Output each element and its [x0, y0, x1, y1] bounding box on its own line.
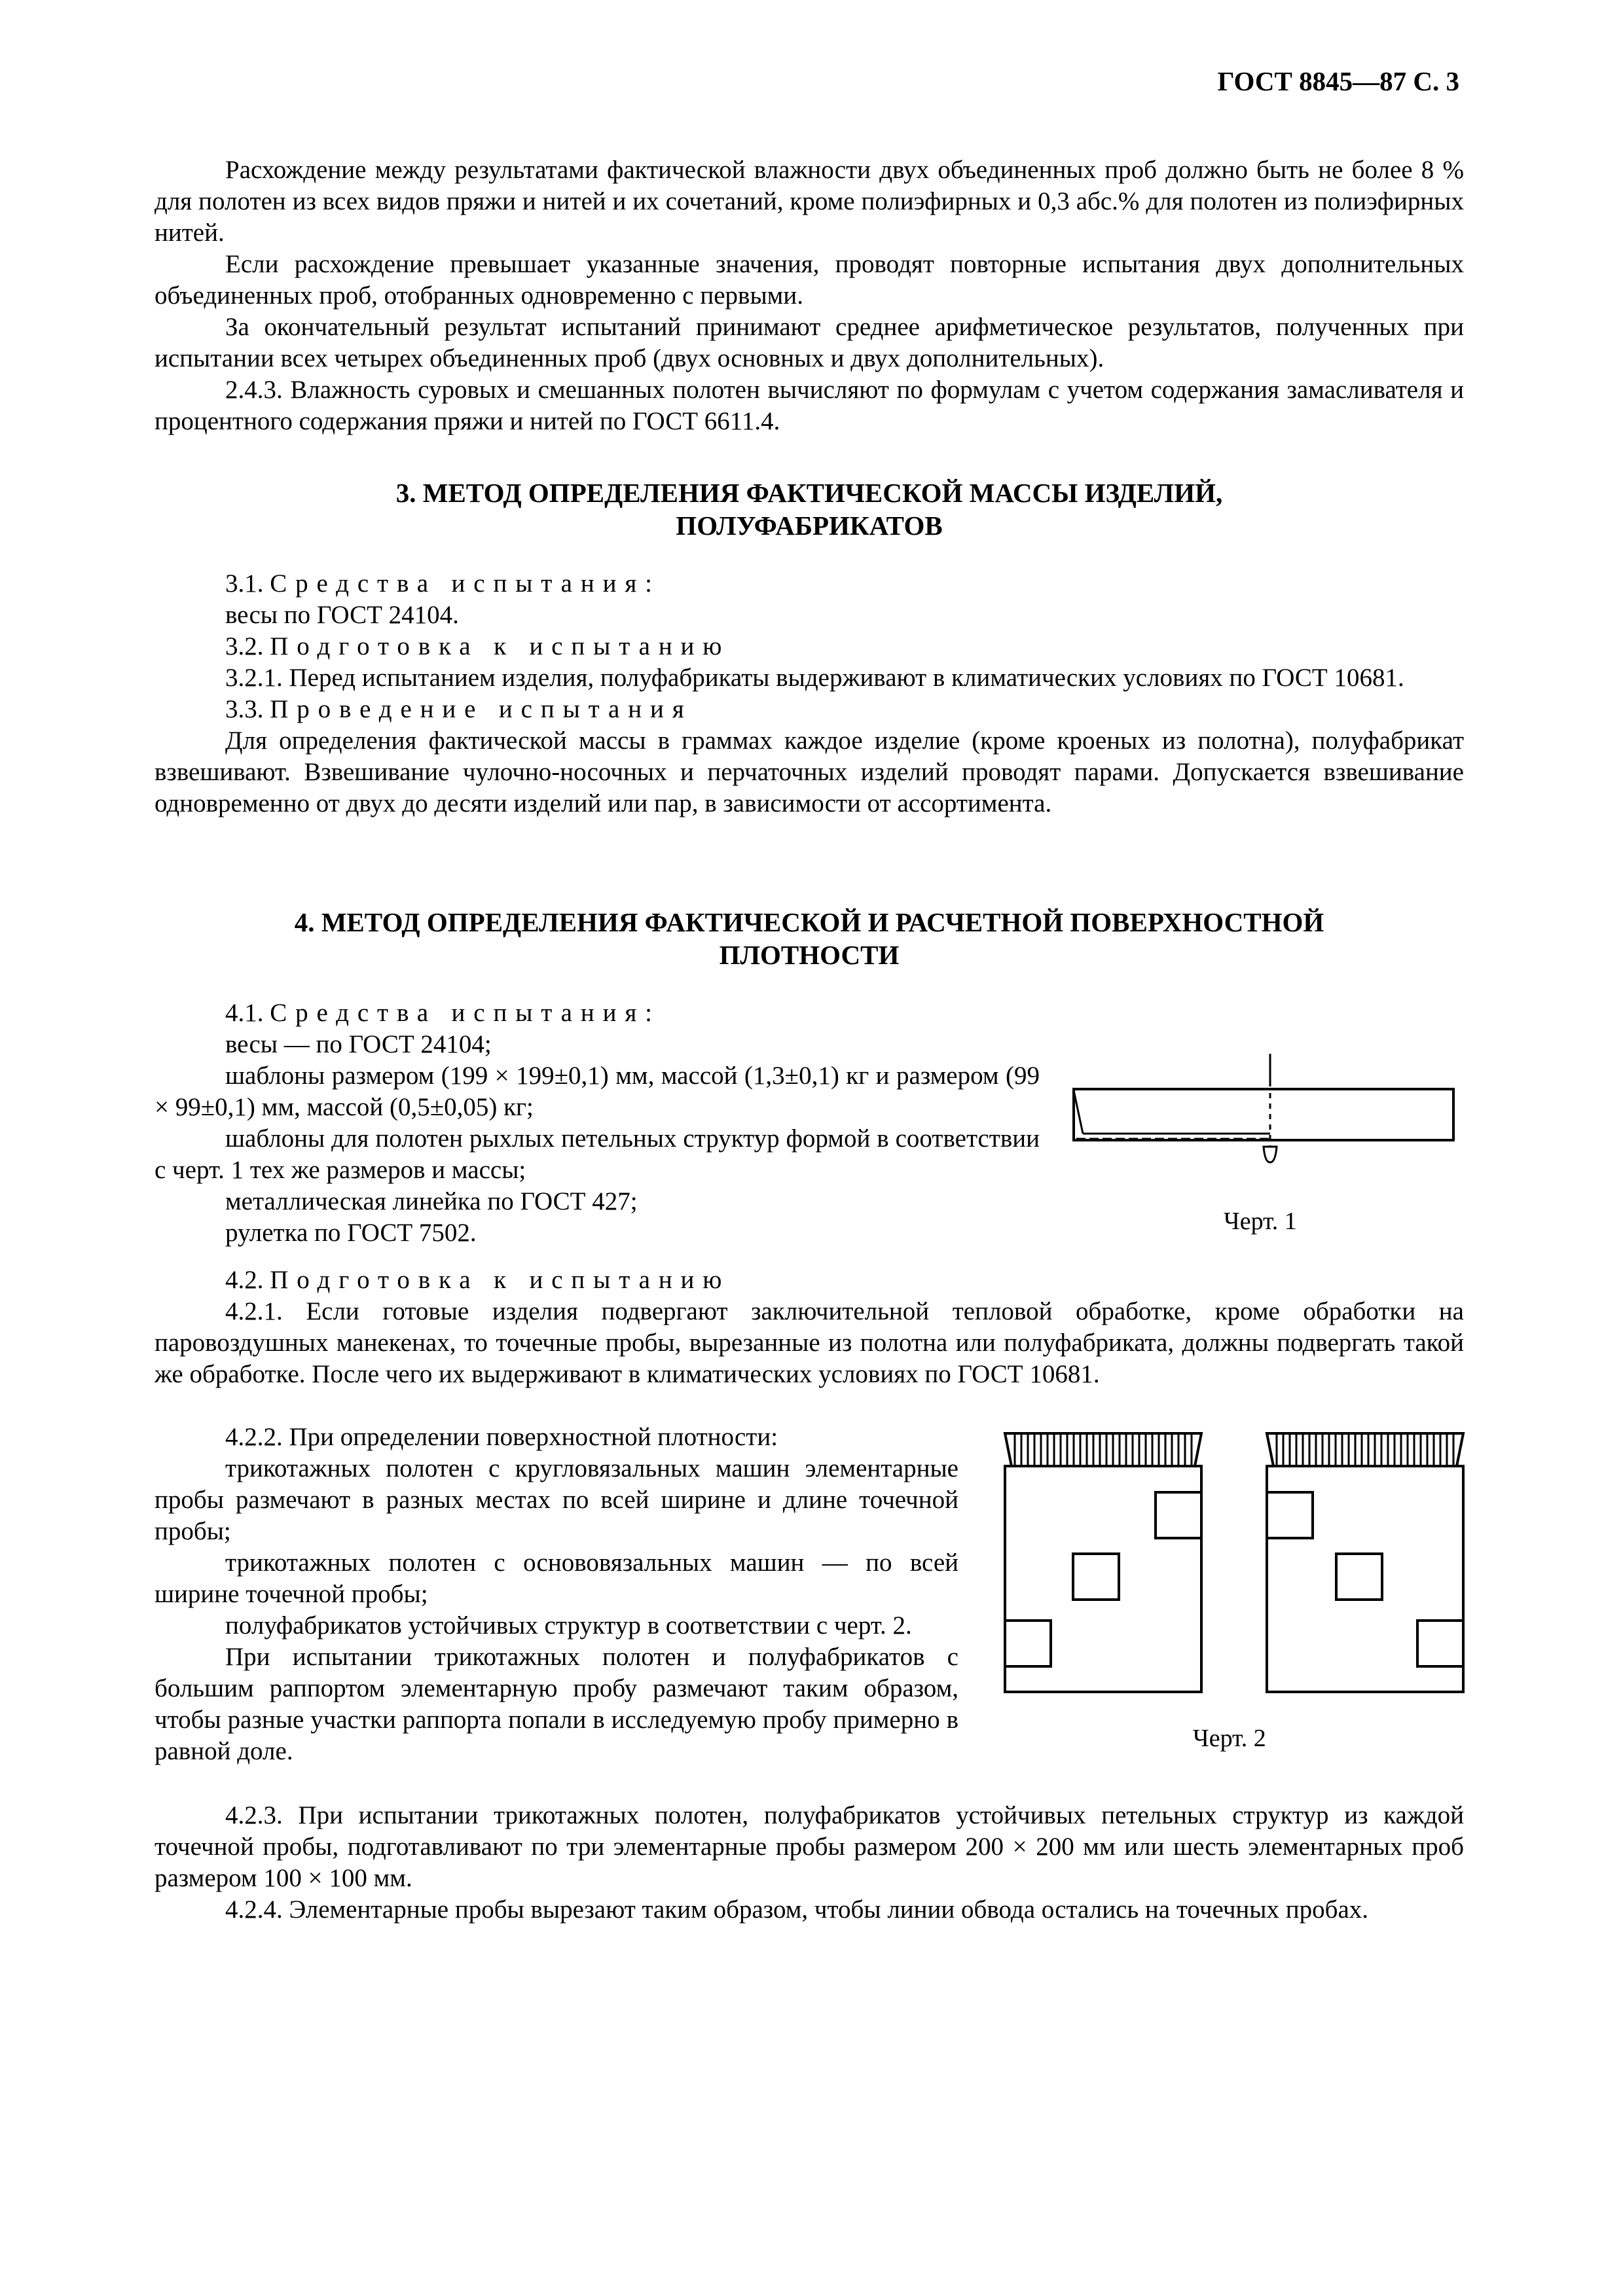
paragraph: 2.4.3. Влажность суровых и смешанных полотен вычисляют по формулам с учетом содержания замасливателя и процентного содержания пряжи и нитей по ГОСТ 6611.4. — [155, 376, 1464, 435]
list-item: металлическая линейка по ГОСТ 427; — [225, 1187, 638, 1215]
section-heading-line: ПОЛУФАБРИКАТОВ — [676, 511, 943, 541]
section-heading-line: 4. МЕТОД ОПРЕДЕЛЕНИЯ ФАКТИЧЕСКОЙ И РАСЧЕТНОЙ ПОВЕРХНОСТНОЙ — [294, 907, 1324, 937]
subsection-title — [155, 997, 1040, 1029]
list-item: рулетка по ГОСТ 7502. — [225, 1219, 477, 1247]
paragraph: За окончательный результат испытаний принимают среднее арифметическое результатов, полученных при испытании всех четырех объединенных проб (двух основных и двух дополнительных). — [155, 313, 1464, 372]
section-4-heading — [155, 906, 1464, 971]
paragraph: трикотажных полотен с кругловязальных машин элементарные пробы размечают в разных местах по всей ширине и длине точечной пробы; — [155, 1454, 958, 1545]
section-heading-line: ПЛОТНОСТИ — [719, 940, 900, 970]
spaced-title: Средства испытания: — [270, 569, 661, 598]
list-item: шаблоны размером (199 × 199±0,1) мм, массой (1,3±0,1) кг и размером (99 × 99±0,1) мм, массой (0,5±0,05) кг; — [155, 1062, 1040, 1121]
spaced-title: Проведение испытания — [270, 695, 693, 723]
subsection-number: 4.2. — [225, 1266, 264, 1294]
spaced-title: Подготовка к испытанию — [270, 632, 731, 660]
top-paragraphs — [155, 154, 1464, 437]
figure-1-template-drawing — [1067, 1054, 1460, 1165]
paragraph: Для определения фактической массы в граммах каждое изделие (кроме кроеных из полотна), полуфабрикат взвешивают. Взвешивание чулочно-носочных и перчаточных изделий проводят парами. Допускается взвешивание одновременно от двух до десяти изделий или пар, в зависимости от ассортимента. — [155, 726, 1464, 817]
paragraph: 4.2.1. Если готовые изделия подвергают заключительной тепловой обработке, кроме обработки на паровоздушных манекенах, то точечные пробы, вырезанные из полотна или полуфабриката, должны подвергать такой же обработке. После чего их выдерживают в климатических условиях по ГОСТ 10681. — [155, 1297, 1464, 1388]
subsection-title — [155, 694, 1464, 725]
paragraph: Расхождение между результатами фактической влажности двух объединенных проб должно быть не более 8 % для полотен из всех видов пряжи и нитей и их сочетаний, кроме полиэфирных и 0,3 абс.% для полотен из полиэфирных нитей. — [155, 156, 1464, 247]
subsection-number: 3.2. — [225, 632, 264, 660]
list-item: шаблоны для полотен рыхлых петельных структур формой в соответствии с черт. 1 тех же размеров и массы; — [155, 1124, 1040, 1184]
figure-1-caption: Черт. 1 — [1224, 1208, 1297, 1235]
section-heading-line: 3. МЕТОД ОПРЕДЕЛЕНИЯ ФАКТИЧЕСКОЙ МАССЫ ИЗДЕЛИЙ, — [395, 478, 1223, 508]
section-3-body — [155, 568, 1464, 819]
paragraph: Если расхождение превышает указанные значения, проводят повторные испытания двух дополнительных объединенных проб, отобранных одновременно с первыми. — [155, 250, 1464, 310]
subsection-number: 3.1. — [225, 569, 264, 598]
subsection-number: 4.1. — [225, 999, 264, 1027]
paragraph: весы по ГОСТ 24104. — [225, 601, 459, 629]
list-item: весы — по ГОСТ 24104; — [225, 1030, 492, 1058]
figure-2-caption: Черт. 2 — [1193, 1725, 1266, 1752]
paragraph: 4.2.4. Элементарные пробы вырезают таким образом, чтобы линии обвода остались на точечных пробах. — [225, 1895, 1369, 1924]
paragraph: 4.2.2. При определении поверхностной плотности: — [225, 1423, 778, 1451]
spaced-title: Средства испытания: — [270, 999, 661, 1027]
spaced-title: Подготовка к испытанию — [270, 1266, 731, 1294]
paragraph: полуфабрикатов устойчивых структур в соответствии с черт. 2. — [225, 1611, 912, 1640]
page-header: ГОСТ 8845—87 С. 3 — [1217, 66, 1459, 96]
section-3-heading — [155, 476, 1464, 542]
subsection-title — [155, 631, 1464, 662]
section-4-2-2 — [155, 1422, 958, 1767]
paragraph: 4.2.3. При испытании трикотажных полотен, полуфабрикатов устойчивых петельных структур из каждой точечной пробы, подготавливают по три элементарные пробы размером 200 × 200 мм или шесть элементарных проб размером 100 × 100 мм. — [155, 1801, 1464, 1892]
paragraph: 3.2.1. Перед испытанием изделия, полуфабрикаты выдерживают в климатических условиях по ГОСТ 10681. — [225, 664, 1404, 692]
section-4-2-3-4 — [155, 1800, 1464, 1926]
section-4-1 — [155, 997, 1040, 1249]
figure-2-semifinished-drawing — [998, 1427, 1476, 1702]
subsection-title — [155, 568, 1464, 600]
subsection-number: 3.3. — [225, 695, 264, 723]
paragraph: трикотажных полотен с основовязальных машин — по всей ширине точечной пробы; — [155, 1549, 958, 1608]
subsection-title — [155, 1265, 1464, 1296]
section-4-2 — [155, 1265, 1464, 1390]
paragraph: При испытании трикотажных полотен и полуфабрикатов с большим раппортом элементарную пробу размечают таким образом, чтобы разные участки раппорта попали в исследуемую пробу примерно в равной доле. — [155, 1643, 958, 1765]
